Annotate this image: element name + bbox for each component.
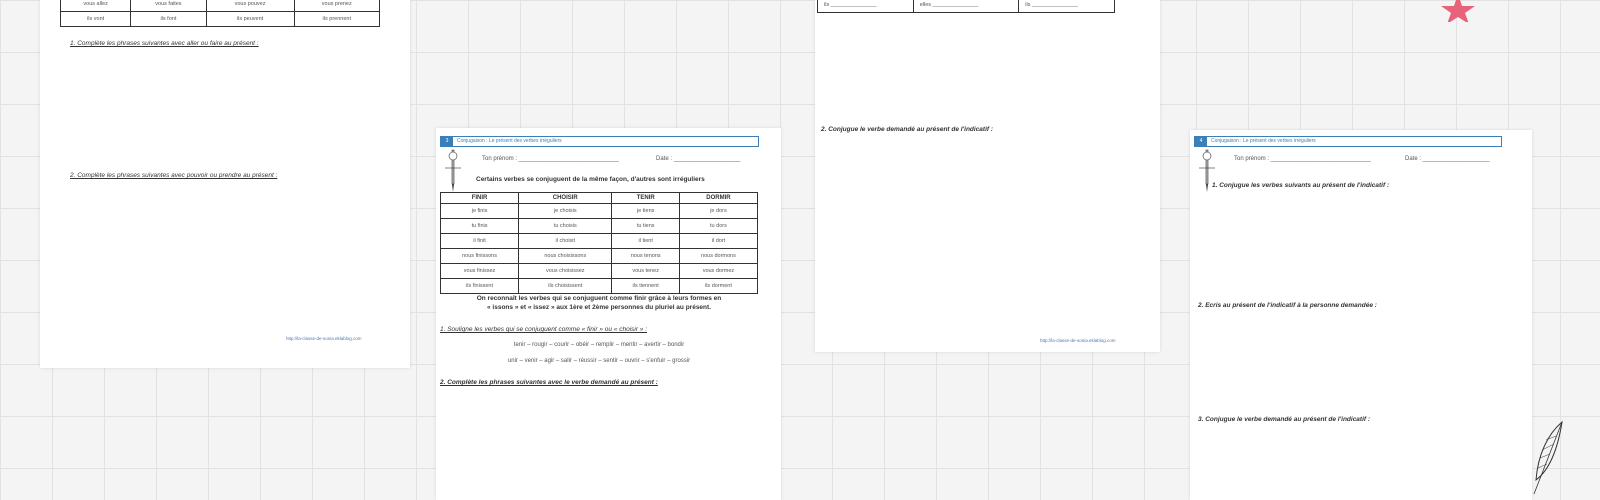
table-cell: vous dormez [679,264,757,279]
exercise-3-title: 3. Conjugue le verbe demandé au présent de l'indicatif : [1198,416,1371,423]
table-cell: il tient [612,234,679,249]
table-head [441,193,758,204]
table-cell: je dors [679,204,757,219]
pencil-character-icon [440,148,462,194]
table-cell: tu tiens [612,219,679,234]
table-cell: tu dors [679,219,757,234]
exercise-2-title: 2. Complète les phrases suivantes avec pouvoir ou prendre au présent : [70,172,278,179]
worksheet-page-1 [40,0,410,368]
header-bar [1194,136,1502,147]
table-cell: il finit [441,234,519,249]
column-header: FINIR [441,193,519,204]
verb-list-2: unir – venir – agir – salir – réussir – sentir – ouvrir – s'enfuir – grossir [507,358,691,364]
column-header: CHOISIR [519,193,612,204]
table-cell: ils dorment [679,279,757,294]
table-cell: ils prennent [294,12,379,27]
table-cell: je finis [441,204,519,219]
table-cell: je choisis [519,204,612,219]
star-decoration-icon [1438,0,1478,22]
rule-text [440,294,758,312]
table-cell: ils tiennent [612,279,679,294]
source-url: http://la-classe-de-sonia.eklablog.com [286,336,362,341]
conjugation-table [440,192,758,294]
table-cell: vous pouvez [206,0,294,12]
header-title: Conjugaison : Le présent des verbes irréguliers [1211,138,1316,144]
table-cell: tu choisis [519,219,612,234]
table-cell: nous dormons [679,249,757,264]
table-cell: ils vont [61,12,131,27]
column-header: TENIR [612,193,679,204]
table-cell: il choisit [519,234,612,249]
table-cell: vous prenez [294,0,379,12]
exercise-2-title: 2. Ecris au présent de l'indicatif à la personne demandée : [1198,302,1377,309]
table-cell: je tiens [612,204,679,219]
rule-line-2: « issons » et « issez » aux 1ère et 2ème personnes du pluriel au présent. [487,304,711,311]
table-row [818,0,1115,13]
table-cell: il dort [679,234,757,249]
table-cell: ils _______________ [1019,0,1115,13]
table-body [441,204,758,294]
table-cell: ils _______________ [818,0,914,13]
table-cell: ils finissent [441,279,519,294]
sheet-number: 3 [441,137,453,146]
table-row [441,264,758,279]
date-field[interactable]: Date : ____________________ [1405,156,1490,162]
exercise-1-title: 1. Souligne les verbes qui se conjuguent comme « finir » ou « choisir » : [440,326,648,333]
prenom-field[interactable]: Ton prénom : ______________________________ [1234,156,1371,162]
table-row [441,279,758,294]
table-row [441,249,758,264]
column-header: DORMIR [679,193,757,204]
table-cell: ils peuvent [206,12,294,27]
table-cell: vous allez [61,0,131,12]
table-cell: vous choisissez [519,264,612,279]
table-row [441,234,758,249]
prenom-field[interactable]: Ton prénom : ______________________________ [482,156,619,162]
exercise-1-title: 1. Complète les phrases suivantes avec aller ou faire au présent : [70,40,259,47]
worksheet-page-4 [1190,130,1532,500]
table-row [441,204,758,219]
table-body [818,0,1115,13]
worksheet-page-2 [436,128,781,500]
table-header-row [441,193,758,204]
table-cell: ils choisissent [519,279,612,294]
header-bar [440,136,759,147]
exercise-2-title: 2. Complète les phrases suivantes avec le verbe demandé au présent : [440,379,658,386]
table-body [61,0,380,27]
table-cell: vous finissez [441,264,519,279]
table-cell: elles _______________ [913,0,1019,13]
exercise-1-title: 1. Conjugue les verbes suivants au présent de l'indicatif : [1212,182,1390,189]
sheet-number: 4 [1195,137,1207,146]
table-row [61,0,380,12]
table-cell: ils font [131,12,206,27]
source-url: http://la-classe-de-sonia.eklablog.com [1040,338,1116,343]
conjugation-table-top [817,0,1115,13]
conjugation-table-top [60,0,380,27]
table-row [61,12,380,27]
table-cell: nous choisissons [519,249,612,264]
date-field[interactable]: Date : ____________________ [656,156,741,162]
exercise-2-title: 2. Conjugue le verbe demandé au présent de l'indicatif : [821,126,994,133]
table-cell: nous finissons [441,249,519,264]
table-cell: tu finis [441,219,519,234]
table-cell: vous tenez [612,264,679,279]
feather-decoration-icon [1528,420,1568,496]
verb-list-1: tenir – rougir – courir – obéir – remplir – mentir – avertir – bondir [513,342,685,348]
table-cell: nous tenons [612,249,679,264]
rule-line-1: On reconnaît les verbes qui se conjuguent comme finir grâce à leurs formes en [476,295,722,302]
header-title: Conjugaison : Le présent des verbes irréguliers [457,138,562,144]
table-row [441,219,758,234]
worksheet-page-3 [815,0,1160,352]
intro-text: Certains verbes se conjuguent de la même façon, d'autres sont irréguliers [476,176,705,183]
table-cell: vous faites [131,0,206,12]
